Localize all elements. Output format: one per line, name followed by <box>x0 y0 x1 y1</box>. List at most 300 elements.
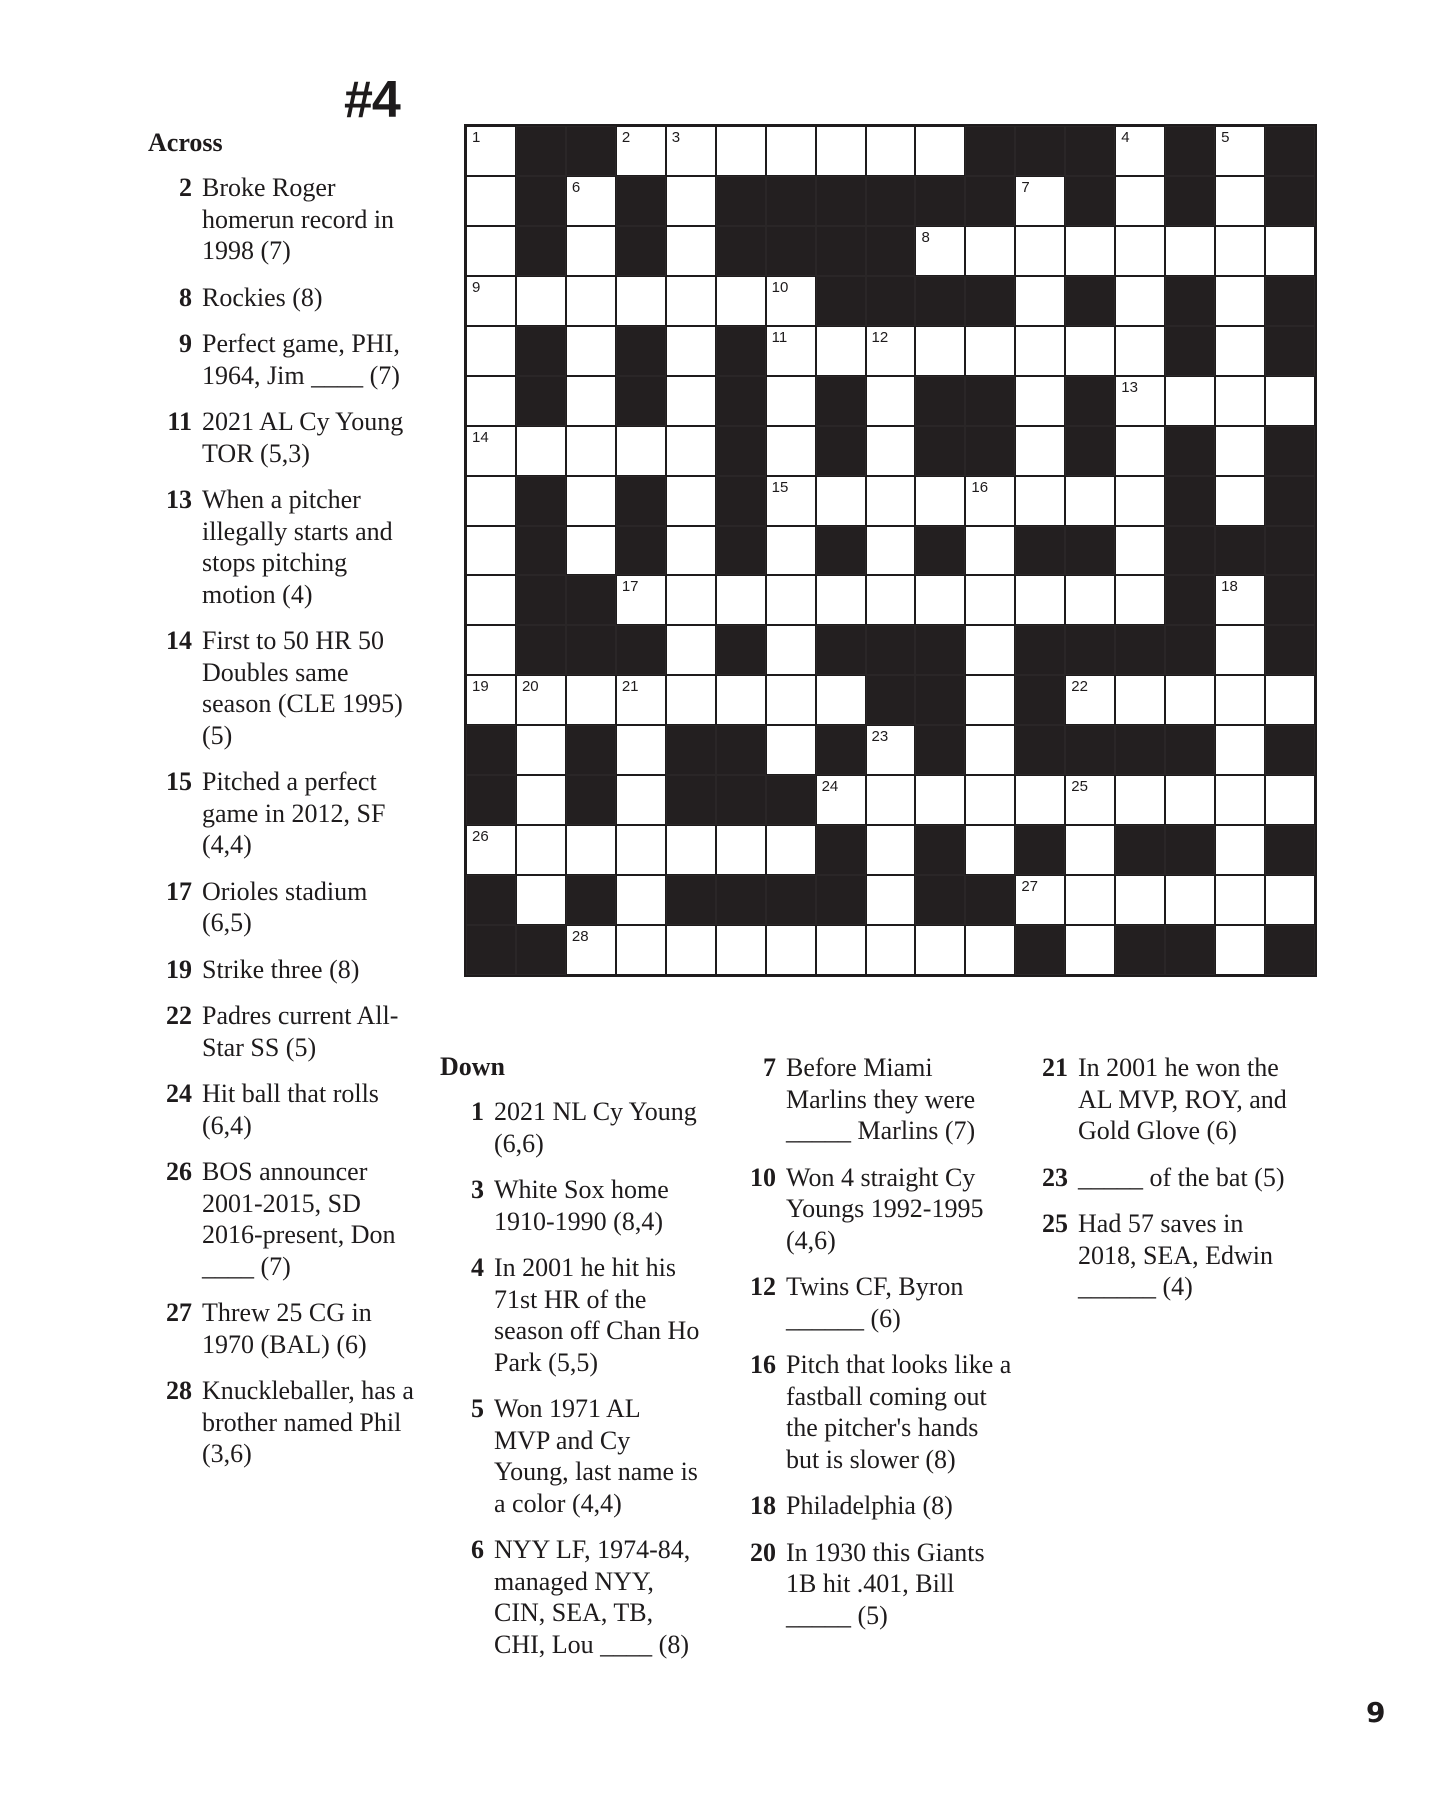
grid-cell[interactable] <box>1065 476 1115 526</box>
black-cell <box>1015 825 1065 875</box>
clue-number: 17 <box>621 578 639 596</box>
grid-cell[interactable] <box>616 675 666 725</box>
across-clue-list <box>148 172 418 1485</box>
grid-cell[interactable] <box>566 226 616 276</box>
grid-cell[interactable] <box>965 675 1015 725</box>
grid-cell[interactable] <box>566 675 616 725</box>
clue-text: Knuckleballer, has a brother named Phil (3,6) <box>202 1376 414 1468</box>
black-cell <box>766 176 816 226</box>
grid-cell[interactable] <box>1115 426 1165 476</box>
grid-cell[interactable] <box>1115 775 1165 825</box>
grid-cell[interactable] <box>466 625 516 675</box>
grid-cell[interactable] <box>866 725 916 775</box>
grid-cell[interactable] <box>965 526 1015 576</box>
grid-cell[interactable] <box>1065 925 1115 975</box>
black-cell <box>1165 176 1215 226</box>
clue-item <box>440 1252 700 1378</box>
grid-cell[interactable] <box>1015 775 1065 825</box>
grid-cell[interactable] <box>866 925 916 975</box>
grid-cell[interactable] <box>1065 575 1115 625</box>
grid-cell[interactable] <box>1165 675 1215 725</box>
grid-cell[interactable] <box>766 126 816 176</box>
grid-cell[interactable] <box>915 126 965 176</box>
clue-number: 4 <box>471 1253 484 1282</box>
grid-cell[interactable] <box>965 825 1015 875</box>
grid-cell[interactable] <box>1115 126 1165 176</box>
grid-cell[interactable] <box>1215 126 1265 176</box>
clue-number: 28 <box>571 928 589 946</box>
grid-cell[interactable] <box>915 925 965 975</box>
grid-cell[interactable] <box>466 426 516 476</box>
grid-cell[interactable] <box>766 625 816 675</box>
black-cell <box>1115 825 1165 875</box>
black-cell <box>915 625 965 675</box>
clue-item <box>148 172 418 267</box>
clue-number: 16 <box>750 1350 776 1379</box>
grid-cell[interactable] <box>566 326 616 376</box>
grid-cell[interactable] <box>866 825 916 875</box>
black-cell <box>616 526 666 576</box>
clue-text: Orioles stadium (6,5) <box>202 876 368 937</box>
black-cell <box>716 476 766 526</box>
clue-text: BOS announcer 2001-2015, SD 2016-present, Don ____ (7) <box>202 1157 396 1281</box>
black-cell <box>965 126 1015 176</box>
black-cell <box>516 476 566 526</box>
grid-cell[interactable] <box>716 675 766 725</box>
clue-item <box>148 1156 418 1282</box>
clue-number: 8 <box>179 282 192 312</box>
grid-cell[interactable] <box>1115 875 1165 925</box>
clue-item <box>148 1375 418 1470</box>
grid-cell[interactable] <box>1215 775 1265 825</box>
grid-cell[interactable] <box>466 675 516 725</box>
grid-cell[interactable] <box>666 326 716 376</box>
grid-cell[interactable] <box>965 725 1015 775</box>
grid-cell[interactable] <box>766 326 816 376</box>
grid-cell[interactable] <box>766 476 816 526</box>
grid-cell[interactable] <box>1065 775 1115 825</box>
clue-number: 7 <box>763 1053 776 1082</box>
grid-cell[interactable] <box>1265 775 1315 825</box>
clue-number: 21 <box>621 678 639 696</box>
grid-cell[interactable] <box>666 625 716 675</box>
grid-cell[interactable] <box>866 326 916 376</box>
grid-cell[interactable] <box>466 276 516 326</box>
black-cell <box>816 526 866 576</box>
grid-cell[interactable] <box>716 575 766 625</box>
black-cell <box>1215 526 1265 576</box>
black-cell <box>516 575 566 625</box>
clue-item <box>440 1393 700 1519</box>
clue-item <box>148 766 418 861</box>
black-cell <box>1165 326 1215 376</box>
grid-cell[interactable] <box>716 925 766 975</box>
black-cell <box>915 176 965 226</box>
clue-number: 8 <box>921 228 930 246</box>
grid-cell[interactable] <box>466 226 516 276</box>
grid-cell[interactable] <box>816 476 866 526</box>
clue-item <box>732 1537 1012 1632</box>
black-cell <box>716 625 766 675</box>
black-cell <box>1065 625 1115 675</box>
grid-cell[interactable] <box>766 376 816 426</box>
black-cell <box>1265 526 1315 576</box>
black-cell <box>1265 625 1315 675</box>
grid-cell[interactable] <box>1215 226 1265 276</box>
black-cell <box>816 176 866 226</box>
clue-item <box>148 954 418 986</box>
grid-cell[interactable] <box>566 925 616 975</box>
grid-cell[interactable] <box>816 925 866 975</box>
grid-cell[interactable] <box>1215 925 1265 975</box>
black-cell <box>816 625 866 675</box>
black-cell <box>1165 925 1215 975</box>
grid-cell[interactable] <box>466 126 516 176</box>
grid-cell[interactable] <box>1215 376 1265 426</box>
black-cell <box>1165 276 1215 326</box>
clue-number: 23 <box>871 728 889 746</box>
grid-cell[interactable] <box>516 675 566 725</box>
grid-cell[interactable] <box>666 825 716 875</box>
grid-cell[interactable] <box>466 825 516 875</box>
clue-number: 24 <box>166 1079 192 1108</box>
grid-cell[interactable] <box>1065 875 1115 925</box>
grid-cell[interactable] <box>566 476 616 526</box>
grid-cell[interactable] <box>666 376 716 426</box>
black-cell <box>1115 925 1165 975</box>
clue-item <box>148 1078 418 1141</box>
clue-item <box>732 1162 1012 1257</box>
grid-cell[interactable] <box>1015 276 1065 326</box>
grid-cell[interactable] <box>766 526 816 576</box>
grid-cell[interactable] <box>1065 226 1115 276</box>
grid-cell[interactable] <box>1015 376 1065 426</box>
clue-number: 27 <box>1021 878 1039 896</box>
grid-cell[interactable] <box>1165 226 1215 276</box>
clue-text: Perfect game, PHI, 1964, Jim ____ (7) <box>202 329 400 390</box>
grid-cell[interactable] <box>666 426 716 476</box>
grid-cell[interactable] <box>616 126 666 176</box>
grid-cell[interactable] <box>666 476 716 526</box>
grid-cell[interactable] <box>516 276 566 326</box>
grid-cell[interactable] <box>466 575 516 625</box>
clue-number: 4 <box>1121 129 1130 146</box>
grid-cell[interactable] <box>616 725 666 775</box>
clue-text: Broke Roger homerun record in 1998 (7) <box>202 173 395 265</box>
grid-cell[interactable] <box>616 875 666 925</box>
black-cell <box>716 226 766 276</box>
clue-text: 2021 AL Cy Young TOR (5,3) <box>202 407 404 468</box>
clue-number: 15 <box>166 767 192 796</box>
clue-number: 13 <box>166 485 192 514</box>
grid-cell[interactable] <box>516 426 566 476</box>
black-cell <box>766 875 816 925</box>
black-cell <box>516 925 566 975</box>
black-cell <box>915 725 965 775</box>
grid-cell[interactable] <box>466 526 516 576</box>
grid-cell[interactable] <box>1015 326 1065 376</box>
black-cell <box>866 625 916 675</box>
grid-cell[interactable] <box>965 775 1015 825</box>
grid-cell[interactable] <box>866 575 916 625</box>
grid-cell[interactable] <box>1115 575 1165 625</box>
grid-cell[interactable] <box>965 476 1015 526</box>
clue-number: 3 <box>471 1175 484 1204</box>
grid-cell[interactable] <box>965 575 1015 625</box>
clue-number: 19 <box>472 678 489 696</box>
grid-cell[interactable] <box>616 575 666 625</box>
black-cell <box>1115 625 1165 675</box>
clue-number: 14 <box>166 626 192 655</box>
grid-cell[interactable] <box>716 276 766 326</box>
grid-cell[interactable] <box>816 675 866 725</box>
clue-number: 3 <box>671 129 681 146</box>
clue-number: 15 <box>771 478 789 496</box>
grid-cell[interactable] <box>1015 875 1065 925</box>
grid-cell[interactable] <box>1215 675 1265 725</box>
grid-cell[interactable] <box>516 825 566 875</box>
grid-cell[interactable] <box>816 575 866 625</box>
black-cell <box>516 526 566 576</box>
grid-cell[interactable] <box>816 326 866 376</box>
clue-item <box>732 1271 1012 1334</box>
grid-cell[interactable] <box>766 725 816 775</box>
grid-cell[interactable] <box>766 575 816 625</box>
grid-cell[interactable] <box>566 825 616 875</box>
clue-number: 18 <box>1221 578 1238 596</box>
clue-item <box>148 1297 418 1360</box>
grid-cell[interactable] <box>1215 625 1265 675</box>
grid-cell[interactable] <box>1115 476 1165 526</box>
black-cell <box>915 675 965 725</box>
clue-number: 7 <box>1021 178 1030 196</box>
grid-cell[interactable] <box>816 126 866 176</box>
black-cell <box>816 226 866 276</box>
black-cell <box>915 825 965 875</box>
clue-text: In 1930 this Giants 1B hit .401, Bill _____ (5) <box>786 1537 985 1630</box>
grid-cell[interactable] <box>866 126 916 176</box>
clue-number: 9 <box>179 329 192 358</box>
black-cell <box>1265 326 1315 376</box>
grid-cell[interactable] <box>616 775 666 825</box>
grid-cell[interactable] <box>466 326 516 376</box>
clue-number: 24 <box>821 778 839 796</box>
grid-cell[interactable] <box>1215 476 1265 526</box>
grid-cell[interactable] <box>866 775 916 825</box>
grid-cell[interactable] <box>866 476 916 526</box>
grid-cell[interactable] <box>766 675 816 725</box>
grid-cell[interactable] <box>1265 376 1315 426</box>
black-cell <box>915 426 965 476</box>
grid-cell[interactable] <box>616 925 666 975</box>
grid-cell[interactable] <box>866 875 916 925</box>
grid-cell[interactable] <box>915 575 965 625</box>
grid-cell[interactable] <box>1115 226 1165 276</box>
black-cell <box>816 825 866 875</box>
puzzle-title: #4 <box>344 71 400 129</box>
black-cell <box>1265 925 1315 975</box>
grid-cell[interactable] <box>766 925 816 975</box>
grid-cell[interactable] <box>616 825 666 875</box>
clue-text: Pitched a perfect game in 2012, SF (4,4) <box>202 767 386 859</box>
black-cell <box>816 426 866 476</box>
black-cell <box>1265 276 1315 326</box>
grid-cell[interactable] <box>1015 575 1065 625</box>
grid-cell[interactable] <box>566 276 616 326</box>
grid-cell[interactable] <box>1215 825 1265 875</box>
grid-cell[interactable] <box>566 526 616 576</box>
clue-text: In 2001 he won the AL MVP, ROY, and Gold Glove (6) <box>1078 1053 1287 1145</box>
grid-cell[interactable] <box>1265 875 1315 925</box>
grid-cell[interactable] <box>1165 775 1215 825</box>
grid-cell[interactable] <box>1065 675 1115 725</box>
grid-cell[interactable] <box>566 376 616 426</box>
clue-text: First to 50 HR 50 Doubles same season (CLE 1995) (5) <box>202 626 403 750</box>
grid-cell[interactable] <box>616 426 666 476</box>
grid-cell[interactable] <box>666 575 716 625</box>
grid-cell[interactable] <box>1115 526 1165 576</box>
grid-cell[interactable] <box>1265 675 1315 725</box>
black-cell <box>1065 176 1115 226</box>
grid-cell[interactable] <box>1215 426 1265 476</box>
grid-cell[interactable] <box>1115 675 1165 725</box>
clue-number: 12 <box>750 1272 776 1301</box>
down-clue-list-col-3 <box>1024 1052 1304 1318</box>
clue-number: 22 <box>1071 678 1088 696</box>
black-cell <box>616 176 666 226</box>
black-cell <box>866 276 916 326</box>
clue-number: 5 <box>1221 129 1230 146</box>
clue-number: 2 <box>179 173 192 202</box>
grid-cell[interactable] <box>1215 575 1265 625</box>
grid-cell[interactable] <box>716 126 766 176</box>
grid-cell[interactable] <box>915 326 965 376</box>
clue-item <box>148 282 418 314</box>
grid-cell[interactable] <box>1115 176 1165 226</box>
clue-number: 27 <box>166 1298 192 1327</box>
grid-cell[interactable] <box>466 376 516 426</box>
black-cell <box>716 725 766 775</box>
grid-cell[interactable] <box>666 176 716 226</box>
clue-item <box>732 1490 1012 1522</box>
grid-cell[interactable] <box>666 126 716 176</box>
clue-number: 20 <box>521 678 539 696</box>
grid-cell[interactable] <box>1165 376 1215 426</box>
grid-cell[interactable] <box>1215 276 1265 326</box>
grid-cell[interactable] <box>466 176 516 226</box>
grid-cell[interactable] <box>866 426 916 476</box>
grid-cell[interactable] <box>1115 376 1165 426</box>
grid-cell[interactable] <box>1065 825 1115 875</box>
black-cell <box>716 376 766 426</box>
black-cell <box>566 126 616 176</box>
black-cell <box>965 875 1015 925</box>
clue-text: Pitch that looks like a fastball coming out the pitcher's hands but is slower (8) <box>786 1350 1012 1474</box>
black-cell <box>816 725 866 775</box>
black-cell <box>616 625 666 675</box>
clue-number: 11 <box>771 328 788 346</box>
grid-cell[interactable] <box>915 226 965 276</box>
grid-cell[interactable] <box>1215 725 1265 775</box>
grid-cell[interactable] <box>1015 426 1065 476</box>
clue-item <box>440 1534 700 1660</box>
clue-item <box>148 328 418 391</box>
clue-text: Threw 25 CG in 1970 (BAL) (6) <box>202 1298 372 1359</box>
black-cell <box>466 775 516 825</box>
grid-cell[interactable] <box>915 476 965 526</box>
grid-cell[interactable] <box>1215 176 1265 226</box>
black-cell <box>1065 725 1115 775</box>
grid-cell[interactable] <box>766 276 816 326</box>
grid-cell[interactable] <box>666 226 716 276</box>
grid-cell[interactable] <box>965 226 1015 276</box>
grid-cell[interactable] <box>666 276 716 326</box>
grid-cell[interactable] <box>965 326 1015 376</box>
grid-cell[interactable] <box>1215 326 1265 376</box>
black-cell <box>965 376 1015 426</box>
grid-cell[interactable] <box>1015 226 1065 276</box>
grid-cell[interactable] <box>915 775 965 825</box>
black-cell <box>566 725 616 775</box>
grid-cell[interactable] <box>866 526 916 576</box>
black-cell <box>1165 625 1215 675</box>
grid-cell[interactable] <box>1115 326 1165 376</box>
clue-item <box>440 1096 700 1159</box>
grid-cell[interactable] <box>1165 875 1215 925</box>
grid-cell[interactable] <box>516 775 566 825</box>
grid-cell[interactable] <box>566 426 616 476</box>
grid-cell[interactable] <box>1215 875 1265 925</box>
down-clue-list-col-1 <box>440 1096 700 1675</box>
grid-cell[interactable] <box>466 476 516 526</box>
grid-cell[interactable] <box>1015 476 1065 526</box>
black-cell <box>1065 276 1115 326</box>
grid-cell[interactable] <box>516 725 566 775</box>
grid-cell[interactable] <box>1015 176 1065 226</box>
black-cell <box>516 226 566 276</box>
grid-cell[interactable] <box>766 426 816 476</box>
grid-cell[interactable] <box>1115 276 1165 326</box>
grid-cell[interactable] <box>666 526 716 576</box>
black-cell <box>816 276 866 326</box>
black-cell <box>666 875 716 925</box>
grid-cell[interactable] <box>866 376 916 426</box>
grid-cell[interactable] <box>716 825 766 875</box>
grid-cell[interactable] <box>965 925 1015 975</box>
grid-cell[interactable] <box>1265 226 1315 276</box>
black-cell <box>1265 825 1315 875</box>
clue-number: 11 <box>167 407 192 436</box>
grid-cell[interactable] <box>965 625 1015 675</box>
grid-cell[interactable] <box>766 825 816 875</box>
grid-cell[interactable] <box>816 775 866 825</box>
black-cell <box>716 326 766 376</box>
grid-cell[interactable] <box>666 925 716 975</box>
clue-text: NYY LF, 1974-84, managed NYY, CIN, SEA, TB, CHI, Lou ____ (8) <box>494 1535 691 1659</box>
clue-number: 20 <box>750 1537 776 1567</box>
grid-cell[interactable] <box>516 875 566 925</box>
black-cell <box>1165 825 1215 875</box>
black-cell <box>1015 725 1065 775</box>
grid-cell[interactable] <box>1065 326 1115 376</box>
black-cell <box>1165 126 1215 176</box>
grid-cell[interactable] <box>566 176 616 226</box>
black-cell <box>965 426 1015 476</box>
grid-cell[interactable] <box>616 276 666 326</box>
black-cell <box>866 226 916 276</box>
grid-cell[interactable] <box>666 675 716 725</box>
clue-text: Philadelphia (8) <box>786 1491 953 1520</box>
